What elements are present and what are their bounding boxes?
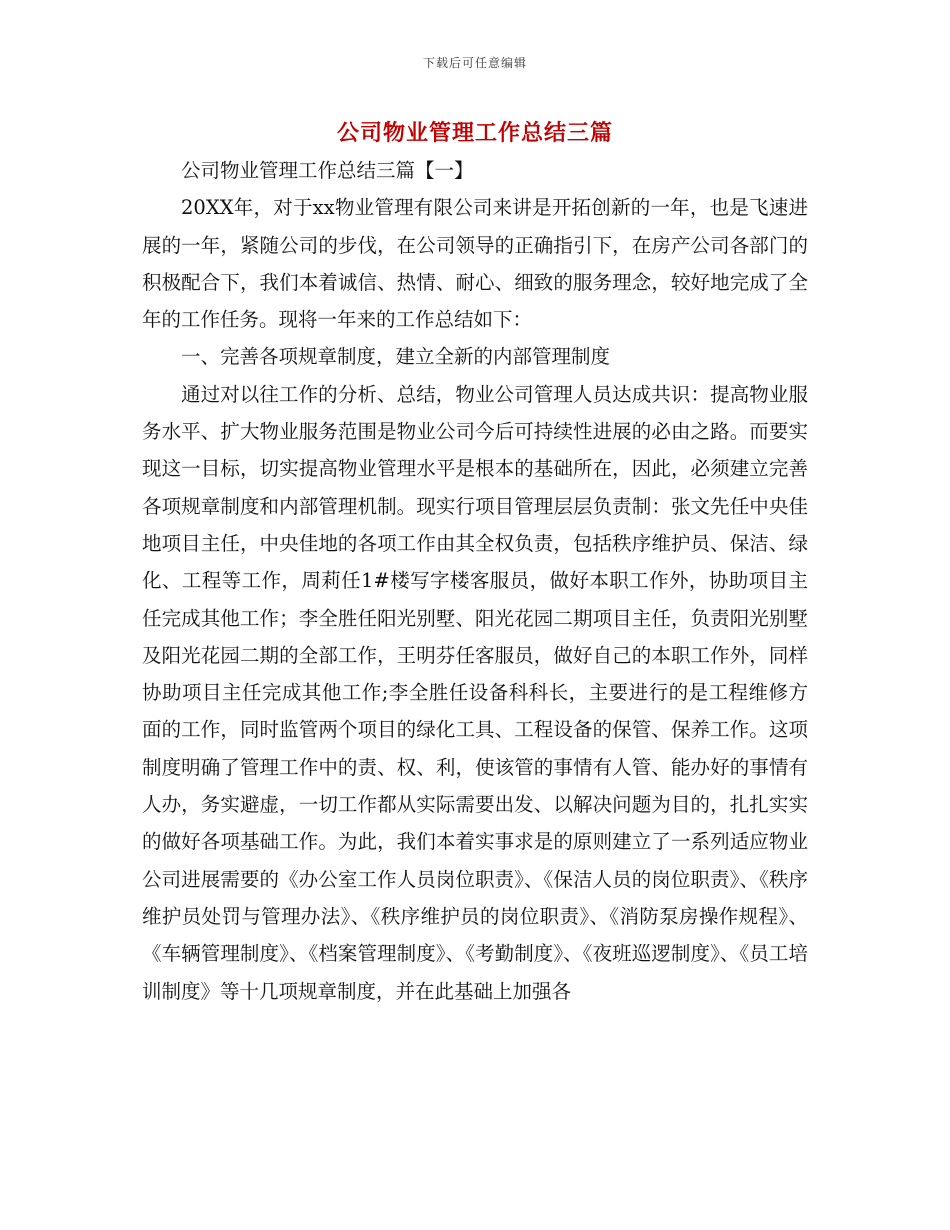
body-paragraph: 通过对以往工作的分析、总结，物业公司管理人员达成共识：提高物业服务水平、扩大物业服务范围是物业公司今后可持续性进展的必由之路。而要实现这一目标，切实提高物业管理水平是根本的基础所在，因此，必须建立完善各项规章制度和内部管理机制。现实行项目管理层层负责制：张文先任中央佳地项目主任，中央佳地的各项工作由其全权负责，包括秩序维护员、保洁、绿化、工程等工作，周莉任1#楼写字楼客服员，做好本职工作外，协助项目主任完成其他工作；李全胜任阳光别墅、阳光花园二期项目主任，负责阳光别墅及阳光花园二期的全部工作，王明芬任客服员，做好自己的本职工作外，同样协助项目主任完成其他工作;李全胜任设备科科长，主要进行的是工程维修方面的工作，同时监管两个项目的绿化工具、工程设备的保管、保养工作。这项制度明确了管理工作中的责、权、利，使该管的事情有人管、能办好的事情有人办，务实避虚，一切工作都从实际需要出发、以解决问题为目的，扎扎实实的做好各项基础工作。为此，我们本着实事求是的原则建立了一系列适应物业公司进展需要的《办公室工作人员岗位职责》、《保洁人员的岗位职责》、《秩序维护员处罚与管理办法》、《秩序维护员的岗位职责》、《消防泵房操作规程》、《车辆管理制度》、《档案管理制度》、《考勤制度》、《夜班巡逻制度》、《员工培训制度》等十几项规章制度，并在此基础上加强各 <box>142 382 808 1003</box>
section-heading: 公司物业管理工作总结三篇【一】 <box>181 159 474 182</box>
document-body <box>142 152 808 1010</box>
subsection-heading: 一、完善各项规章制度，建立全新的内部管理制度 <box>181 345 611 369</box>
body-paragraph: 20XX年，对于xx物业管理有限公司来讲是开拓创新的一年，也是飞速进展的一年，紧随公司的步伐，在公司领导的正确指引下，在房产公司各部门的积极配合下，我们本着诚信、热情、耐心、细致的服务理念，较好地完成了全年的工作任务。现将一年来的工作总结如下： <box>142 196 808 332</box>
document-title: 公司物业管理工作总结三篇 <box>336 120 613 146</box>
page-header-note: 下载后可任意编辑 <box>422 56 527 70</box>
